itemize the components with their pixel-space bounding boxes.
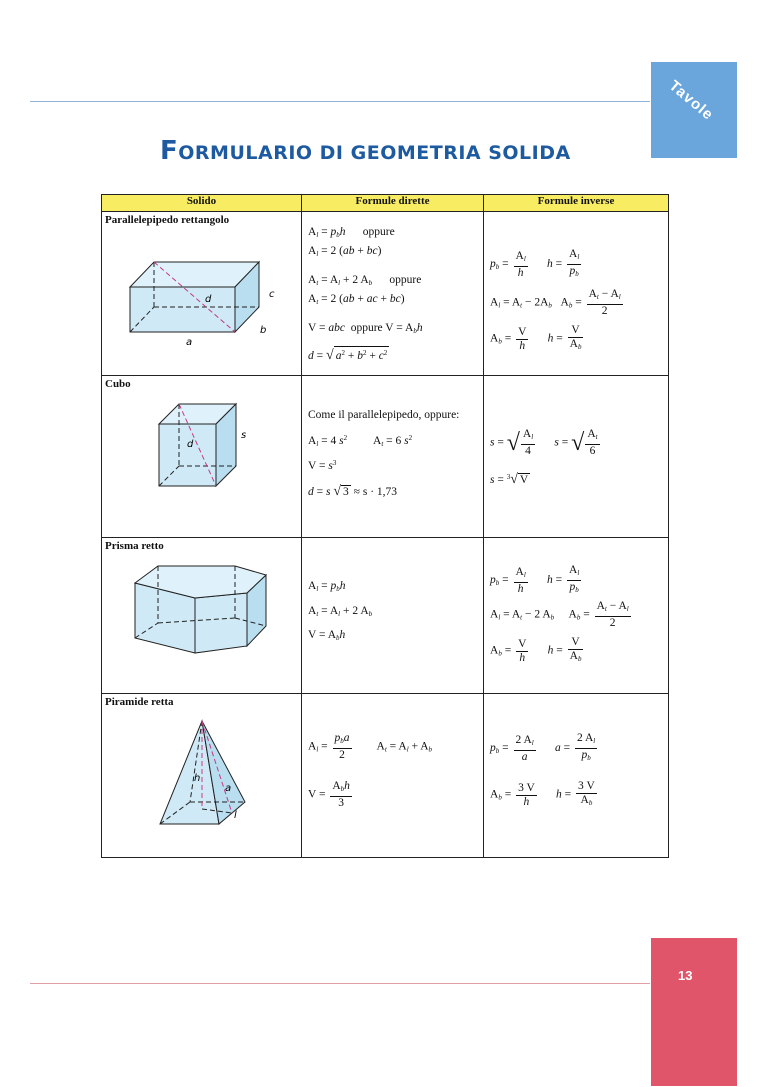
page-title xyxy=(160,136,571,166)
label-c: c xyxy=(269,289,275,300)
solid-name: Parallelepipedo rettangolo xyxy=(105,214,230,226)
formula-line: $p_b$ = $\frac{A_l}{h}$ h = $\frac{A_l}{p_b}$ xyxy=(490,564,580,595)
label-d: d xyxy=(187,439,194,450)
label-d: d xyxy=(205,294,212,305)
label-b: b xyxy=(260,325,267,336)
solid-cell xyxy=(102,212,302,376)
bottom-rule xyxy=(30,983,650,984)
inverse-formulas-cell xyxy=(484,376,669,538)
pyramid-figure xyxy=(102,694,302,858)
formula-line: $A_l = p_bh$ xyxy=(308,580,346,593)
solid-name: Cubo xyxy=(105,378,131,390)
inverse-formulas-cell xyxy=(484,538,669,694)
label-a: a xyxy=(225,783,232,794)
formula-line: $V = A_bh$ xyxy=(308,629,346,642)
direct-formulas-cell xyxy=(302,212,484,376)
formula-line: $V = s^3$ xyxy=(308,459,337,472)
inverse-formulas-cell xyxy=(484,212,669,376)
formula-line: $A_b$ = $\frac{V}{h}$ h = $\frac{V}{A_b}$ xyxy=(490,636,582,664)
solid-cell xyxy=(102,376,302,538)
tab-label: Tavole xyxy=(665,77,717,124)
page-number: 13 xyxy=(678,968,693,983)
header-inverse: Formule inverse xyxy=(484,195,669,212)
label-h: h xyxy=(194,773,201,784)
page-tab xyxy=(651,938,737,1086)
label-l: l xyxy=(234,810,237,821)
formula-line: $A_l = A_t - 2$ $A_b$ $A_b$ = $\frac{A_t - A_l}{2}$ xyxy=(490,600,629,629)
formula-line: $A_b$ = $\frac{3 V}{h}$ h = $\frac{3 V}{A_b}$ xyxy=(490,780,595,808)
tab-tavole xyxy=(651,62,737,158)
formula-line: d = √ $a^2 + b^2 + c^2$ xyxy=(308,348,388,363)
direct-formulas-cell xyxy=(302,694,484,858)
formula-table xyxy=(101,194,669,858)
cube-figure xyxy=(102,376,302,538)
formula-line: $A_l = A_t - 2A_b$ $A_b$ = $\frac{A_t - A_l}{2}$ xyxy=(490,288,621,317)
intro-text: Come il parallelepipedo, oppure: xyxy=(308,409,460,421)
table-row xyxy=(102,694,669,858)
label-s: s xyxy=(241,430,247,441)
formula-line: $A_t = 2$ (ab + ac + bc) xyxy=(308,293,405,306)
solid-cell xyxy=(102,538,302,694)
solid-name: Prisma retto xyxy=(105,540,164,552)
formula-line: $A_l$ = $\frac{p_ba}{2}$ $A_t = A_l + A_b$ xyxy=(308,732,433,761)
table-row xyxy=(102,376,669,538)
formula-line: $p_b$ = $\frac{A_l}{h}$ h = $\frac{A_l}{p_b}$ xyxy=(490,248,580,279)
formula-line: V = abc oppure $V = A_bh$ xyxy=(308,322,423,335)
solid-name: Piramide retta xyxy=(105,696,174,708)
header-direct: Formule dirette xyxy=(302,195,484,212)
formula-line: $p_b$ = $\frac{2 A_l}{a}$ a = $\frac{2 A_l}{p_b}$ xyxy=(490,732,596,763)
table-header-row xyxy=(102,195,669,212)
approx-text: ≈ s · 1,73 xyxy=(353,486,398,498)
formula-line: s = $^3$√ V xyxy=(490,472,529,487)
formula-line: $A_t = A_l + 2$ $A_b$ oppure xyxy=(308,274,422,287)
label-a: a xyxy=(186,337,193,348)
formula-line: $A_l = 4$ $s^2$ $A_t = 6$ $s^2$ xyxy=(308,434,413,448)
formula-line: $A_t = A_l + 2$ $A_b$ xyxy=(308,605,373,618)
prism-figure xyxy=(102,538,302,694)
title-initial: F xyxy=(160,136,179,166)
oppure-text: oppure xyxy=(350,322,383,334)
formula-line: $A_b$ = $\frac{V}{h}$ h = $\frac{V}{A_b}$ xyxy=(490,324,582,352)
direct-formulas-cell xyxy=(302,538,484,694)
formula-line: s = √ $\frac{A_l}{4}$ s = √ $\frac{A_t}{6}$ xyxy=(490,428,598,457)
formula-line: V = $\frac{A_bh}{3}$ xyxy=(308,780,350,809)
solid-cell xyxy=(102,694,302,858)
formula-line: $A_l = p_bh$ oppure xyxy=(308,226,395,239)
inverse-formulas-cell xyxy=(484,694,669,858)
table-row xyxy=(102,538,669,694)
oppure-text: oppure xyxy=(389,274,422,286)
formula-line: $A_l = 2$ (ab + bc) xyxy=(308,245,382,258)
title-rest: ORMULARIO DI GEOMETRIA SOLIDA xyxy=(178,142,571,164)
top-rule xyxy=(30,101,650,102)
direct-formulas-cell xyxy=(302,376,484,538)
oppure-text: oppure xyxy=(362,226,395,238)
formula-line: d = s √ 3 ≈ s · 1,73 xyxy=(308,484,398,499)
table-row xyxy=(102,212,669,376)
cuboid-figure xyxy=(102,212,302,376)
header-solid: Solido xyxy=(102,195,302,212)
